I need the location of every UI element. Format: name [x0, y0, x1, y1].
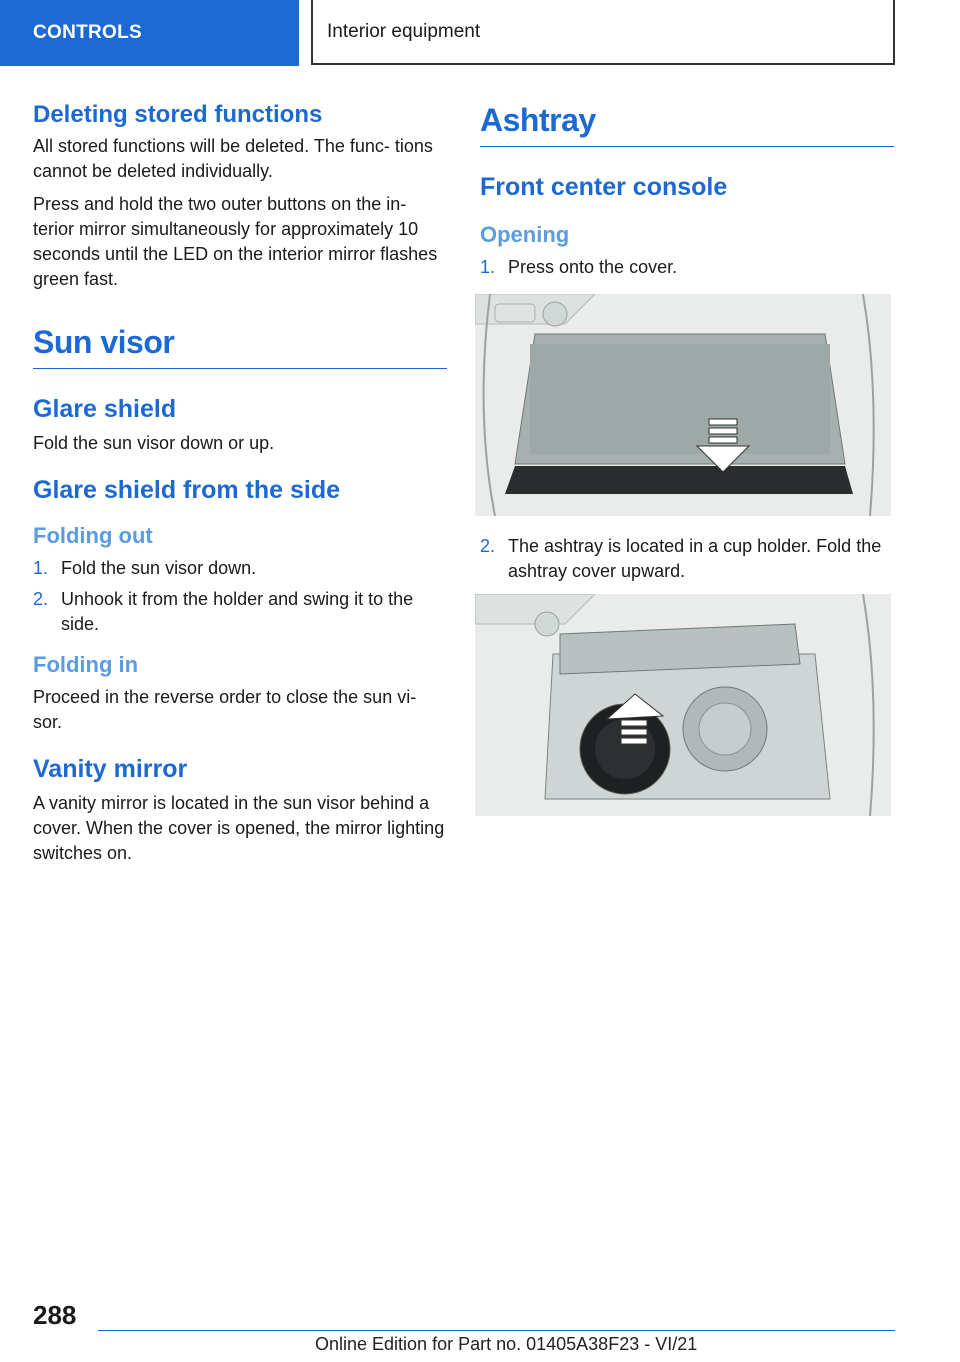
step-number: 2.	[480, 536, 496, 556]
ashtray-rule	[480, 146, 894, 147]
opening-steps-1	[480, 255, 894, 280]
vanity-paragraph: A vanity mirror is located in the sun visor behind a cover. When the cover is opened, the mirror lighting switches on.	[33, 793, 445, 863]
console-cover-illustration	[475, 294, 891, 516]
sunvisor-rule	[33, 368, 447, 369]
folding-in-paragraph: Proceed in the reverse order to close the sun vi‐ sor.	[33, 687, 417, 732]
deleting-paragraph-2: Press and hold the two outer buttons on the in‐ terior mirror simultaneously for approximately 10 seconds until the LED on the interior mirror flashes green fast.	[33, 194, 438, 289]
ashtray-heading: Ashtray	[480, 102, 596, 138]
opening-heading: Opening	[480, 222, 570, 247]
folding-out-heading: Folding out	[33, 523, 153, 548]
step-text: Press onto the cover.	[508, 257, 678, 277]
step-number: 2.	[33, 589, 49, 609]
console-heading: Front center console	[480, 173, 728, 201]
glare-paragraph: Fold the sun visor down or up.	[33, 433, 275, 453]
folding-in-heading: Folding in	[33, 652, 139, 677]
step-text: The ashtray is located in a cup holder. Fold the ashtray cover upward.	[508, 536, 882, 581]
opening-steps-2	[480, 534, 894, 584]
glare-side-heading: Glare shield from the side	[33, 476, 341, 504]
edition-text: Online Edition for Part no. 01405A38F23 - VI/21	[315, 1334, 698, 1354]
step-text: Fold the sun visor down.	[61, 558, 257, 578]
step-number: 1.	[33, 558, 49, 578]
list-item	[33, 587, 447, 637]
chapter-label: Interior equipment	[327, 20, 481, 42]
page-number: 288	[33, 1300, 77, 1330]
left-column	[33, 100, 447, 874]
step-number: 1.	[480, 257, 496, 277]
ashtray-illustration	[475, 594, 891, 816]
chapter-header	[311, 0, 895, 65]
list-item	[480, 534, 894, 584]
footer-rule	[98, 1330, 895, 1331]
list-item	[480, 255, 894, 280]
list-item	[33, 556, 447, 581]
folding-out-steps	[33, 556, 447, 637]
vanity-heading: Vanity mirror	[33, 755, 188, 783]
deleting-paragraph-1: All stored functions will be deleted. The func‐ tions cannot be deleted individually.	[33, 136, 433, 181]
section-tab	[0, 0, 299, 66]
sunvisor-heading: Sun visor	[33, 324, 175, 360]
section-label: CONTROLS	[33, 22, 143, 43]
deleting-heading: Deleting stored functions	[33, 101, 323, 128]
step-text: Unhook it from the holder and swing it to the side.	[61, 589, 414, 634]
right-column	[480, 100, 894, 834]
glare-heading: Glare shield	[33, 395, 177, 423]
